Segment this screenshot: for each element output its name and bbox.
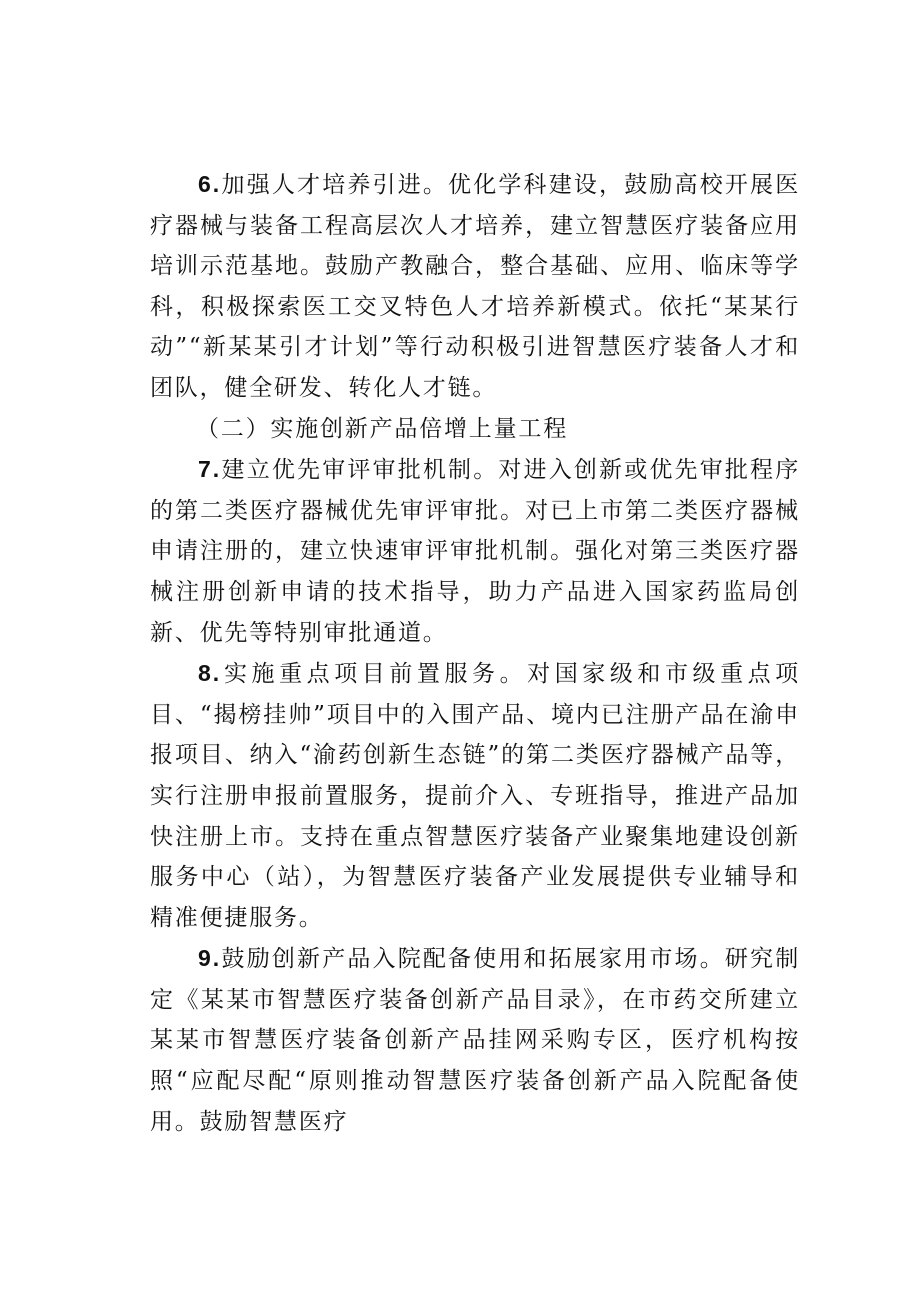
paragraph-6 [150,164,800,409]
item-number: 8 [198,660,213,687]
section-heading: （二）实施创新产品倍增上量工程 [196,415,568,442]
paragraph-text: 实施重点项目前置服务。对国家级和市级重点项目、“揭榜挂帅”项目中的入围产品、境内已注册产品在渝申报项目、纳入“渝药创新生态链”的第二类医疗器械产品等，实行注册申报前置服务，提前介入、专班指导，推进产品加快注册上市。支持在重点智慧医疗装备产业聚集地建设创新服务中心（站），为智慧医疗装备产业发展提供专业辅导和精准便捷服务。 [150,661,800,931]
item-number: 6 [198,171,213,197]
paragraph-text: 加强人才培养引进。优化学科建设，鼓励高校开展医疗器械与装备工程高层次人才培养，建立智慧医疗装备应用培训示范基地。鼓励产教融合，整合基础、应用、临床等学科，积极探索医工交叉特色人才培养新模式。依托“某某行动”“新某某引才计划”等行动积极引进智慧医疗装备人才和团队，健全研发、转化人才链。 [150,172,800,401]
item-number-separator: . [212,660,222,687]
item-number: 9 [198,945,213,972]
paragraph-text: 建立优先审评审批机制。对进入创新或优先审批程序的第二类医疗器械优先审评审批。对已上市第二类医疗器械申请注册的，建立快速审评审批机制。强化对第三类医疗器械注册创新申请的技术指导，助力产品进入国家药监局创新、优先等特别审批通道。 [150,457,800,646]
paragraph-9 [150,938,800,1142]
paragraph-text: 鼓励创新产品入院配备使用和拓展家用市场。研究制定《某某市智慧医疗装备创新产品目录》，在市药交所建立某某市智慧医疗装备创新产品挂网采购专区，医疗机构按照“应配尽配“原则推动智慧医疗装备创新产品入院配备使用。鼓励智慧医疗 [150,946,800,1135]
item-number: 7 [198,456,213,483]
item-number-separator: . [212,945,222,972]
paragraph-8 [150,653,800,938]
paragraph-7 [150,449,800,653]
item-number-separator: . [212,171,222,197]
document-body [150,164,800,1142]
item-number-separator: . [212,456,222,483]
